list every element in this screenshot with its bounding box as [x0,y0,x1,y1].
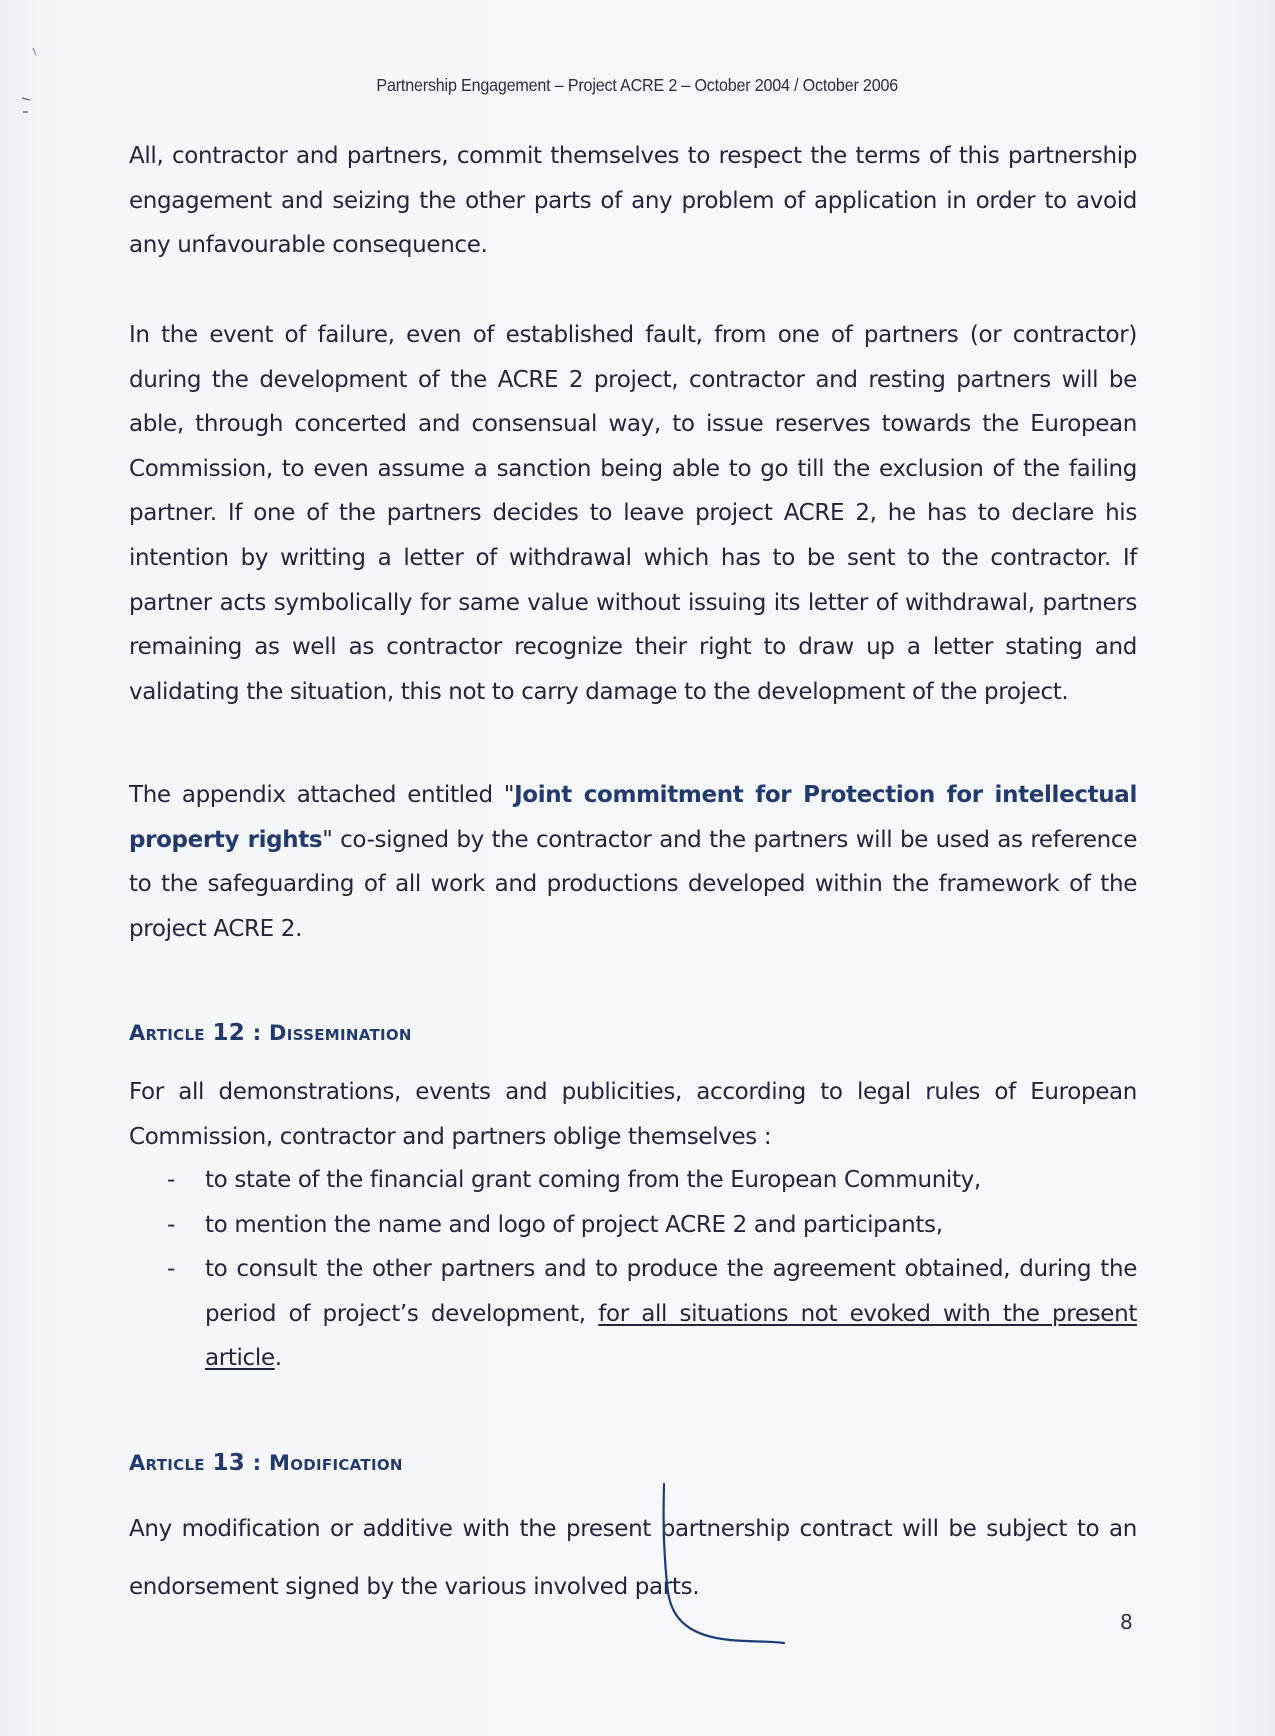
bullet-dash: - [167,1167,175,1193]
appendix-title: Joint commitment for Protection for intellectual property rights [129,782,1137,853]
underlined-clause: for all situations not evoked with the present article [205,1300,1138,1372]
scan-speck [22,98,30,100]
article-12-number: 12 [212,1020,246,1046]
list-item [129,1158,1137,1203]
paragraph-appendix [129,773,1137,951]
article-12-title: Dissemination [269,1021,412,1045]
article-13-label: Article [129,1451,205,1475]
article-12-intro: For all demonstrations, events and publicities, according to legal rules of European Commission, contractor and partners oblige themselves : [129,1079,1137,1150]
list-item [129,1203,1137,1248]
article-12-heading [129,1020,412,1046]
bullet-dash: - [167,1211,175,1238]
article-13-title: Modification [269,1451,403,1475]
article-12-label: Article [129,1021,205,1045]
bullet-text: to state of the financial grant coming from the European Community, [205,1167,981,1193]
running-header: Partnership Engagement – Project ACRE 2 – October 2004 / October 2006 [376,75,899,95]
article-12-separator: : [252,1021,262,1045]
article-13-separator: : [252,1451,262,1475]
bullet-text: to consult the other partners and to produce the agreement obtained, during the period of project’s development, [205,1256,1137,1327]
appendix-text-after: " co-signed by the contractor and the partners will be used as reference to the safeguarding of all work and productions developed within the framework of the project ACRE 2. [129,826,1137,942]
paragraph-failure: In the event of failure, even of established fault, from one of partners (or contractor) during the development of the ACRE 2 project, contractor and resting partners will be able, through concerted and consensual way, to issue reserves towards the European Commission, to even assume a sanction being able to go till the exclusion of the failing partner. If one of the partners decides to leave project ACRE 2, he has to declare his intention by writting a letter of withdrawal which has to be sent to the contractor. If partner acts symbolically for same value without issuing its letter of withdrawal, partners remaining as well as contractor recognize their right to draw up a letter stating and validating the situation, this not to carry damage to the development of the project. [129,322,1137,705]
article-13-heading [129,1450,403,1476]
bullet-dash: - [167,1256,175,1283]
scan-speck [33,48,36,55]
article-12-bullet-list [129,1158,1137,1381]
bullet-text-end: . [274,1345,282,1372]
article-13-number: 13 [212,1450,246,1476]
page-number: 8 [1120,1610,1133,1634]
appendix-text-before: The appendix attached entitled " [129,782,515,808]
list-item [129,1247,1137,1381]
paragraph-commitment: All, contractor and partners, commit themselves to respect the terms of this partnership engagement and seizing the other parts of any problem of application in order to avoid any unfavourable consequence. [129,143,1137,259]
article-13-body: Any modification or additive with the present partnership contract will be subject to an endorsement signed by the various involved parts. [129,1516,1137,1600]
bullet-text: to mention the name and logo of project ACRE 2 and participants, [205,1211,943,1238]
